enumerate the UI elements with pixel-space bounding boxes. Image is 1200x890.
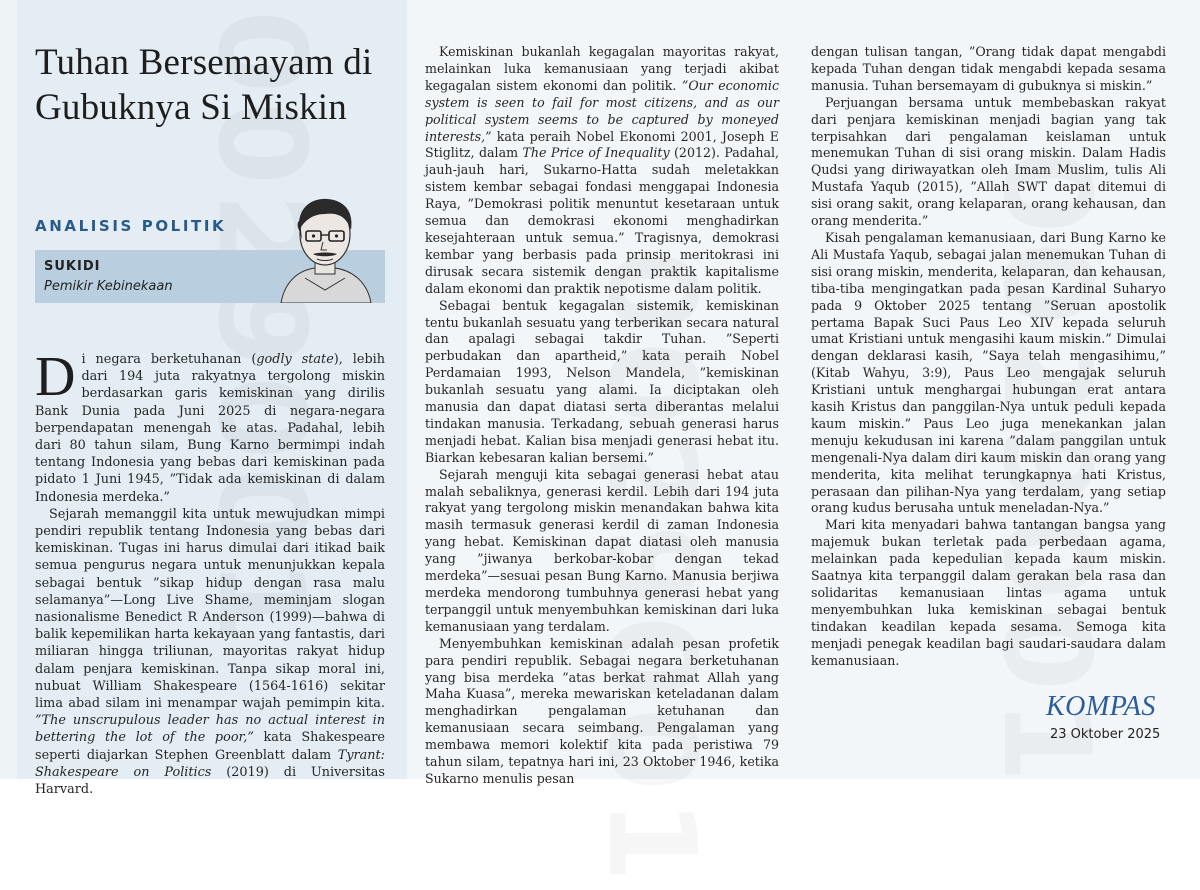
paragraph: Di negara berketuhanan (godly state), lebih dari 194 juta rakyatnya tergolong miskin berdasarkan garis kemiskinan yang dirilis Bank Dunia pada Juni 2025 di negara-negara berpendapatan menengah ke atas. Padahal, lebih dari 80 tahun silam, Bung Karno bermimpi indah tentang Indonesia yang bebas dari kemiskinan pada pidato 1 Juni 1945, ”Tidak ada kemiskinan di dalam Indonesia merdeka.” bbox=[35, 346, 385, 505]
article-column-3 bbox=[811, 44, 1166, 670]
article-column-1 bbox=[35, 346, 385, 798]
headline: Tuhan Bersemayam di Gubuknya Si Miskin bbox=[35, 42, 373, 128]
paragraph: Sebagai bentuk kegagalan sistemik, kemiskinan tentu bukanlah sesuatu yang terberikan secara natural dan apalagi sebagai takdir Tuhan. ”Seperti perbudakan dan apartheid,” kata peraih Nobel Perdamaian 1993, Nelson Mandela, ”kemiskinan bukanlah sesuatu yang alami. Ia diciptakan oleh manusia dan dapat diatasi serta diberantas melalui tindakan manusia. Terkadang, sebuah generasi harus menjadi hebat. Kalian bisa menjadi generasi hebat itu. Biarkan kebesaran kalian bersemi.” bbox=[425, 297, 779, 465]
article-column-2 bbox=[425, 44, 779, 788]
paragraph: Sejarah memanggil kita untuk mewujudkan mimpi pendiri republik tentang Indonesia yang bebas dari kemiskinan. Tugas ini harus dimulai dari itikad baik semua pengurus negara untuk menunjukkan kepala sebagai bentuk ”sikap hidup dengan rasa malu selamanya”—Long Live Shame, meminjam slogan nasionalisme Benedict R Anderson (1999)—bahwa di balik kepemilikan harta kekayaan yang fantastis, dari miliaran hingga triliunan, mayoritas rakyat hidup dalam penjara kemiskinan. Tanpa sikap moral ini, nubuat William Shakespeare (1564-1616) sekitar lima abad silam ini menampar wajah pemimpin kita. ”The unscrupulous leader has no actual interest in bettering the lot of the poor,” kata Shakespeare seperti diajarkan Stephen Greenblatt dalam Tyrant: Shakespeare on Politics (2019) di Universitas Harvard. bbox=[35, 506, 385, 798]
kompas-logo: KOMPAS bbox=[1046, 691, 1156, 722]
author-portrait-illustration bbox=[275, 190, 375, 303]
author-role: Pemikir Kebinekaan bbox=[44, 279, 173, 294]
paragraph: Perjuangan bersama untuk membebaskan rakyat dari penjara kemiskinan menjadi bagian yang tak terpisahkan dari pengalaman keislaman untuk menemukan Tuhan di sisi orang miskin. Dalam Hadis Qudsi yang diriwayatkan oleh Imam Muslim, tulis Ali Mustafa Yaqub (2015), ”Allah SWT dapat ditemui di sisi orang sakit, orang kelaparan, orang kehausan, dan orang menderita.” bbox=[811, 94, 1166, 229]
paragraph: Menyembuhkan kemiskinan adalah pesan profetik para pendiri republik. Sebagai negara berketuhanan yang bisa merdeka ”atas berkat rahmat Allah yang Maha Kuasa”, mereka mewariskan keteladanan dalam menghadirkan pengalaman ketuhanan dan kemanusiaan secara seimbang. Pengalaman yang membawa memori kolektif kita pada peristiwa 79 tahun silam, tepatnya hari ini, 23 Oktober 1946, ketika Sukarno menulis pesan bbox=[425, 635, 779, 786]
author-name: SUKIDI bbox=[44, 259, 101, 274]
paragraph: Sejarah menguji kita sebagai generasi hebat atau malah sebaliknya, generasi kerdil. Lebih dari 194 juta rakyat yang tergolong miskin menandakan bahwa kita masih termasuk generasi kerdil di zaman Indonesia yang hebat. Kemiskinan dapat diatasi oleh manusia yang ”jiwanya berkobar-kobar dengan tekad merdeka”—sesuai pesan Bung Karno. Manusia berjiwa merdeka mendorong tumbuhnya generasi hebat yang terpanggil untuk menyembuhkan kemiskinan dari luka kemanusiaan yang terdalam. bbox=[425, 466, 779, 634]
paragraph: Kemiskinan bukanlah kegagalan mayoritas rakyat, melainkan luka kemanusiaan yang terjadi akibat kegagalan sistem ekonomi dan politik. ”Our economic system is seen to fail for most citizens, and as our political system seems to be captured by moneyed interests,” kata perai̇h Nobel Ekonomi 2001, Joseph E Stiglitz, dalam The Price of Inequality (2012). Padahal, jauh-jauh hari, Sukarno-Hatta sudah meletakkan sistem kembar sebagai fondasi menggapai Indonesia Raya, ”Demokrasi politik menuntut kesetaraan untuk semua dan demokrasi ekonomi menghadirkan kesejahteraan untuk semua.” Tragisnya, demokrasi kembar yang berbasis pada prinsip meritokrasi ini dirusak secara sistemik dengan praktik kapitalisme dalam ekonomi dan praktik nepotisme dalam politik. bbox=[425, 44, 780, 296]
paragraph: Mari kita menyadari bahwa tantangan bangsa yang majemuk bukan terletak pada perbedaan agama, melainkan pada kepedulian kepada kaum miskin. Saatnya kita terpanggil dalam gerakan bela rasa dan solidaritas kemanusiaan lintas agama untuk menyembuhkan luka kemiskinan sebagai bentuk tindakan keadilan kepada sesama. Semoga kita menjadi penegak keadilan bagi saudari-saudara dalam kemanusiaan. bbox=[811, 517, 1166, 668]
paragraph: dengan tulisan tangan, ”Orang tidak dapat mengabdi kepada Tuhan dengan tidak mengabdi kepada sesama manusia. Tuhan bersemayam di gubuknya si miskin.” bbox=[811, 44, 1166, 93]
publication-date: 23 Oktober 2025 bbox=[1050, 727, 1161, 742]
rubric: ANALISIS POLITIK bbox=[35, 217, 227, 235]
drop-cap: D bbox=[35, 346, 76, 408]
paragraph: Kisah pengalaman kemanusiaan, dari Bung Karno ke Ali Mustafa Yaqub, sebagai jalan menemukan Tuhan di sisi orang miskin, menderita, kelaparan, dan kehausan, tiba-tiba mengingatkan pada pesan Kardinal Suharyo pada 9 Oktober 2025 tentang ”Seruan apostolik pertama Bapak Suci Paus Leo XIV kepada seluruh umat Kristiani untuk mengasihi kaum miskin.” Dimulai dengan deklarasi kasih, ”Saya telah mengasihimu,” (Kitab Wahyu, 3:9), Paus Leo mengajak seluruh Kristiani untuk menghargai hubungan erat antara kasih Kristus dan panggilan-Nya untuk peduli kepada kaum miskin.” Paus Leo juga menekankan jalan menuju kekudusan ini karena ”dalam panggilan untuk mengenali-Nya dalam diri kaum miskin dan orang yang menderita, kita melihat terungkapnya hati Kristus, perasaan dan pilihan-Nya yang terdalam, yang setiap orang kudus berusaha untuk meneladan-Nya.” bbox=[811, 229, 1166, 516]
